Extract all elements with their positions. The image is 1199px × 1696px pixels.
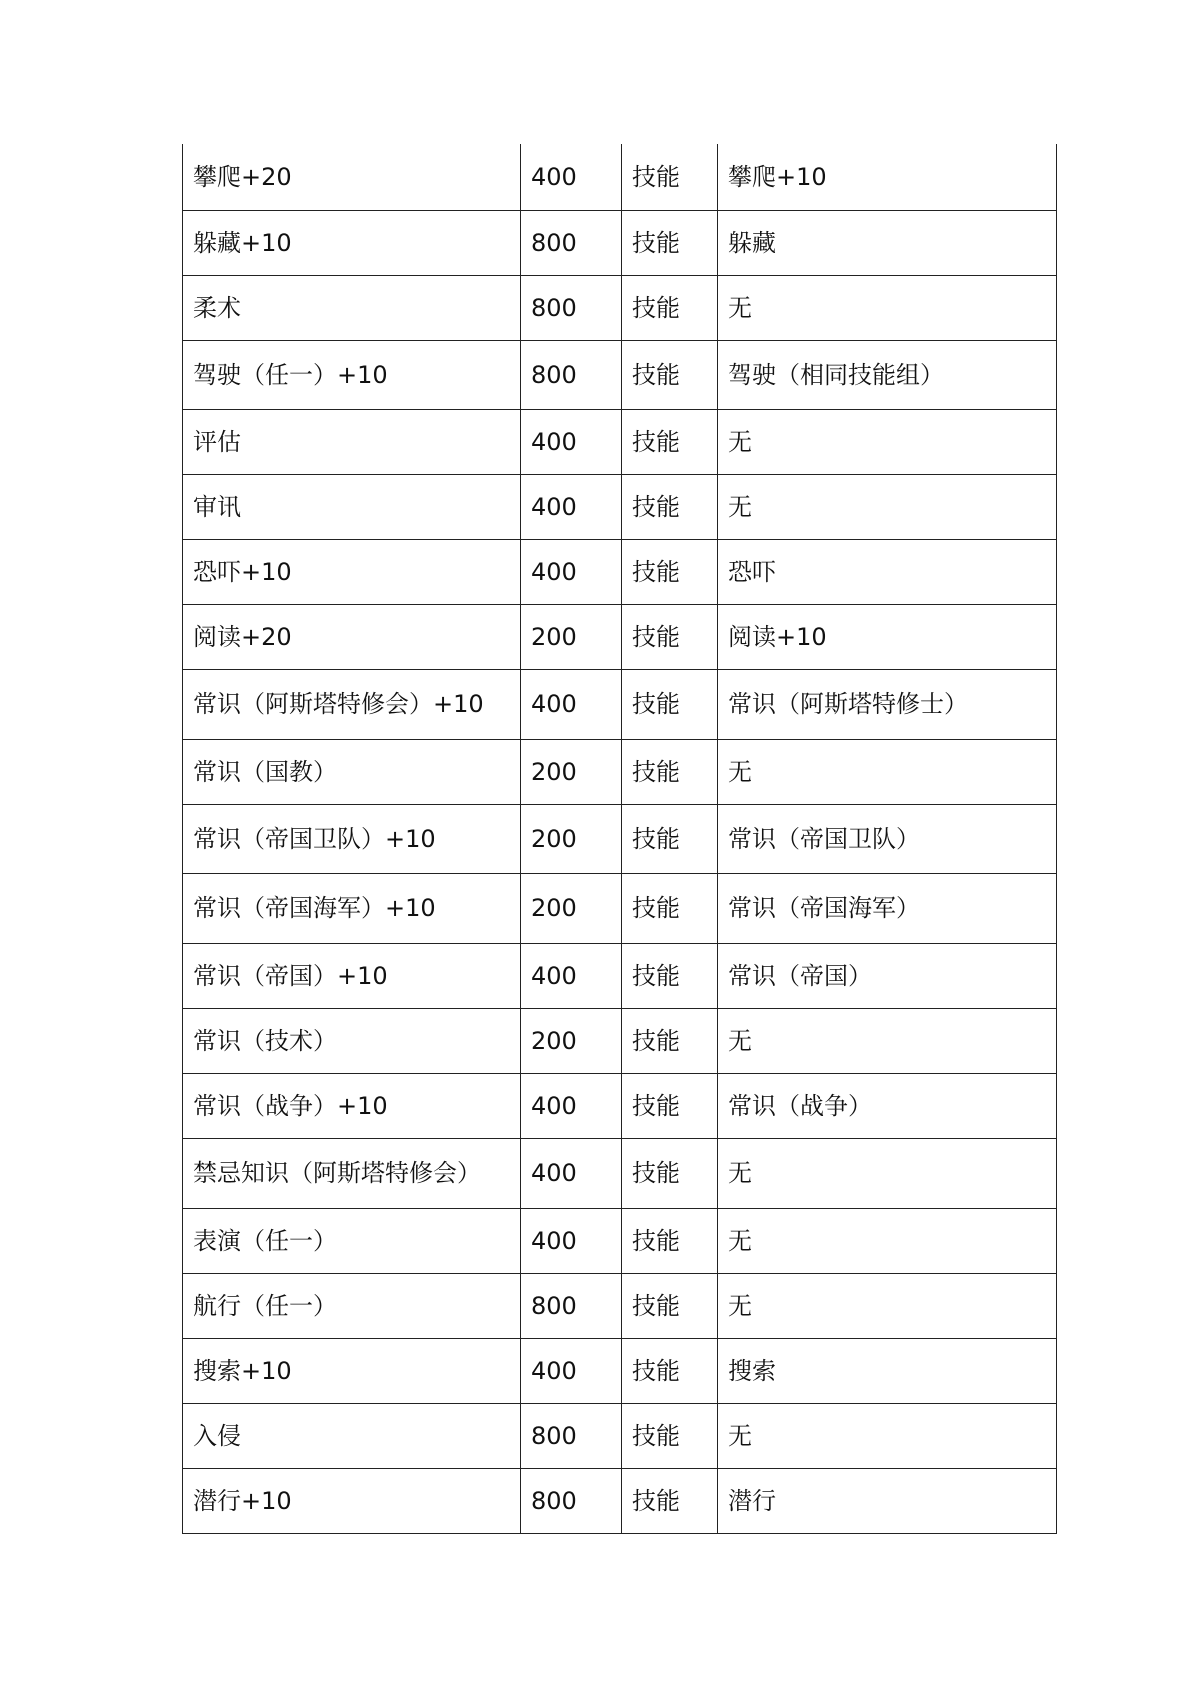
table-row (183, 604, 1057, 669)
type-cell: 技能 (622, 1138, 718, 1208)
type-cell: 技能 (622, 1338, 718, 1403)
skill-name-cell: 表演（任一） (183, 1208, 521, 1273)
table-row (183, 144, 1057, 210)
type-cell: 技能 (622, 1008, 718, 1073)
xp-cost-cell: 800 (521, 340, 622, 409)
skill-name-cell: 常识（战争）+10 (183, 1073, 521, 1138)
table-row (183, 409, 1057, 474)
skills-table (182, 144, 1057, 1534)
prerequisite-cell: 常识（战争） (718, 1073, 1057, 1138)
skill-name-cell: 常识（技术） (183, 1008, 521, 1073)
table-row (183, 1073, 1057, 1138)
xp-cost-cell: 200 (521, 804, 622, 873)
skill-name-cell: 常识（帝国）+10 (183, 943, 521, 1008)
xp-cost-cell: 400 (521, 409, 622, 474)
prerequisite-cell: 搜索 (718, 1338, 1057, 1403)
table-row (183, 1403, 1057, 1468)
skill-name-cell: 驾驶（任一）+10 (183, 340, 521, 409)
skill-name-cell: 航行（任一） (183, 1273, 521, 1338)
skill-name-cell: 禁忌知识（阿斯塔特修会） (183, 1138, 521, 1208)
skill-name-cell: 常识（阿斯塔特修会）+10 (183, 669, 521, 739)
table-row (183, 873, 1057, 943)
type-cell: 技能 (622, 1468, 718, 1533)
table-row (183, 1208, 1057, 1273)
table-row (183, 943, 1057, 1008)
table-row (183, 1468, 1057, 1533)
type-cell: 技能 (622, 275, 718, 340)
xp-cost-cell: 200 (521, 873, 622, 943)
table-row (183, 474, 1057, 539)
table-row (183, 804, 1057, 873)
table-row (183, 275, 1057, 340)
prerequisite-cell: 恐吓 (718, 539, 1057, 604)
prerequisite-cell: 无 (718, 739, 1057, 804)
skill-name-cell: 攀爬+20 (183, 144, 521, 210)
xp-cost-cell: 400 (521, 1208, 622, 1273)
type-cell: 技能 (622, 804, 718, 873)
skill-name-cell: 常识（帝国卫队）+10 (183, 804, 521, 873)
xp-cost-cell: 400 (521, 539, 622, 604)
skills-table-body (183, 144, 1057, 1533)
xp-cost-cell: 400 (521, 669, 622, 739)
prerequisite-cell: 躲藏 (718, 210, 1057, 275)
table-row (183, 210, 1057, 275)
table-row (183, 1008, 1057, 1073)
prerequisite-cell: 常识（帝国海军） (718, 873, 1057, 943)
xp-cost-cell: 200 (521, 604, 622, 669)
type-cell: 技能 (622, 539, 718, 604)
prerequisite-cell: 驾驶（相同技能组） (718, 340, 1057, 409)
type-cell: 技能 (622, 604, 718, 669)
table-row (183, 669, 1057, 739)
skill-name-cell: 潜行+10 (183, 1468, 521, 1533)
prerequisite-cell: 常识（阿斯塔特修士） (718, 669, 1057, 739)
prerequisite-cell: 无 (718, 1273, 1057, 1338)
xp-cost-cell: 400 (521, 1138, 622, 1208)
xp-cost-cell: 800 (521, 1403, 622, 1468)
xp-cost-cell: 200 (521, 739, 622, 804)
prerequisite-cell: 无 (718, 409, 1057, 474)
xp-cost-cell: 400 (521, 1073, 622, 1138)
skill-name-cell: 搜索+10 (183, 1338, 521, 1403)
type-cell: 技能 (622, 1403, 718, 1468)
xp-cost-cell: 800 (521, 210, 622, 275)
type-cell: 技能 (622, 739, 718, 804)
skill-name-cell: 柔术 (183, 275, 521, 340)
prerequisite-cell: 无 (718, 474, 1057, 539)
type-cell: 技能 (622, 873, 718, 943)
xp-cost-cell: 800 (521, 275, 622, 340)
type-cell: 技能 (622, 210, 718, 275)
skill-name-cell: 入侵 (183, 1403, 521, 1468)
skill-name-cell: 恐吓+10 (183, 539, 521, 604)
prerequisite-cell: 无 (718, 1403, 1057, 1468)
xp-cost-cell: 400 (521, 943, 622, 1008)
xp-cost-cell: 400 (521, 1338, 622, 1403)
prerequisite-cell: 无 (718, 1138, 1057, 1208)
type-cell: 技能 (622, 144, 718, 210)
xp-cost-cell: 800 (521, 1468, 622, 1533)
type-cell: 技能 (622, 1273, 718, 1338)
type-cell: 技能 (622, 1073, 718, 1138)
skill-name-cell: 阅读+20 (183, 604, 521, 669)
xp-cost-cell: 400 (521, 144, 622, 210)
type-cell: 技能 (622, 669, 718, 739)
type-cell: 技能 (622, 474, 718, 539)
skill-name-cell: 躲藏+10 (183, 210, 521, 275)
table-row (183, 1338, 1057, 1403)
prerequisite-cell: 常识（帝国卫队） (718, 804, 1057, 873)
prerequisite-cell: 常识（帝国） (718, 943, 1057, 1008)
table-row (183, 340, 1057, 409)
type-cell: 技能 (622, 943, 718, 1008)
table-row (183, 739, 1057, 804)
prerequisite-cell: 无 (718, 1208, 1057, 1273)
prerequisite-cell: 攀爬+10 (718, 144, 1057, 210)
xp-cost-cell: 400 (521, 474, 622, 539)
table-row (183, 1273, 1057, 1338)
xp-cost-cell: 200 (521, 1008, 622, 1073)
xp-cost-cell: 800 (521, 1273, 622, 1338)
skill-name-cell: 审讯 (183, 474, 521, 539)
type-cell: 技能 (622, 1208, 718, 1273)
prerequisite-cell: 潜行 (718, 1468, 1057, 1533)
skill-name-cell: 常识（国教） (183, 739, 521, 804)
table-row (183, 1138, 1057, 1208)
table-row (183, 539, 1057, 604)
type-cell: 技能 (622, 340, 718, 409)
prerequisite-cell: 无 (718, 275, 1057, 340)
prerequisite-cell: 阅读+10 (718, 604, 1057, 669)
prerequisite-cell: 无 (718, 1008, 1057, 1073)
skill-name-cell: 评估 (183, 409, 521, 474)
type-cell: 技能 (622, 409, 718, 474)
skill-name-cell: 常识（帝国海军）+10 (183, 873, 521, 943)
